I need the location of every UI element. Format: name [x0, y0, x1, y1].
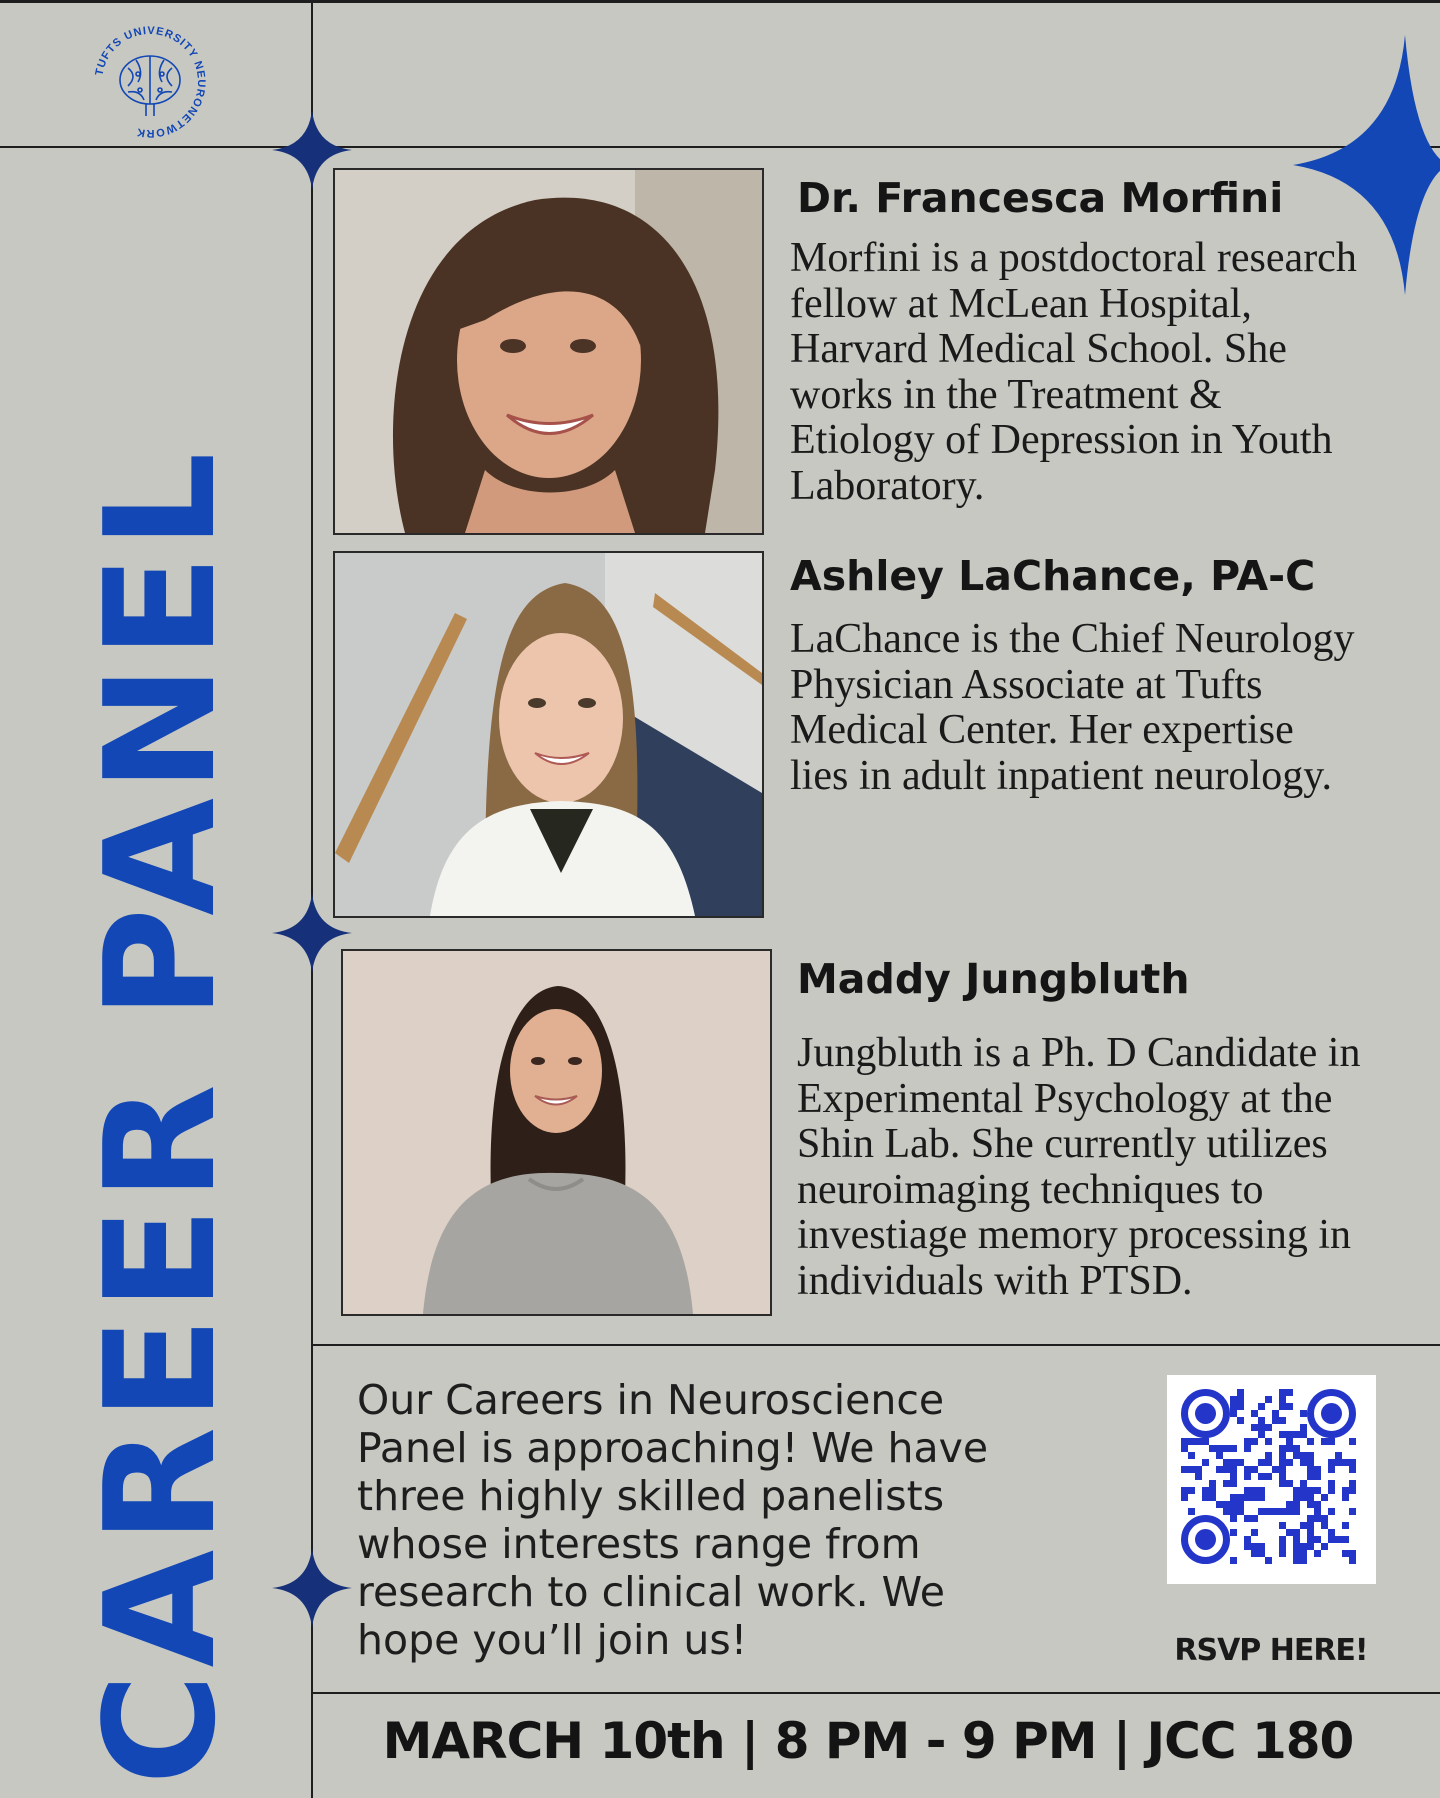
panelist-name: Maddy Jungbluth: [797, 955, 1190, 1003]
rsvp-label: RSVP HERE!: [1174, 1633, 1368, 1668]
career-panel-title: CAREER PANEL: [72, 446, 249, 1785]
event-description: Our Careers in Neuroscience Panel is approaching! We have three highly skilled panelists whose interests range from research to clinical work. We hope you’ll join us!: [357, 1376, 989, 1664]
frame-header-line: [0, 146, 1440, 148]
sparkle-star-icon: [272, 1548, 352, 1628]
frame-divider-line: [311, 1344, 1440, 1346]
frame-footer-line: [311, 1692, 1440, 1694]
panelist-bio: Jungbluth is a Ph. D Candidate in Experimental Psychology at the Shin Lab. She currently utilizes neuroimaging techniques to investiage memory processing in individuals with PTSD.: [797, 1030, 1361, 1304]
brain-icon: [120, 56, 180, 116]
panelist-bio: Morfini is a postdoctoral research fellow at McLean Hospital, Harvard Medical School. She works in the Treatment & Etiology of Depression in Youth Laboratory.: [790, 235, 1357, 509]
neuronetwork-logo: [88, 20, 212, 144]
panelist-photo-lachance: [333, 551, 764, 918]
panelist-bio: LaChance is the Chief Neurology Physician Associate at Tufts Medical Center. Her expertise lies in adult inpatient neurology.: [790, 616, 1355, 799]
frame-top-line: [0, 0, 1440, 3]
logo-text: TUFTS UNIVERSITY NEURONETWORK: [93, 24, 208, 140]
panelist-name: Ashley LaChance, PA-C: [790, 552, 1316, 600]
qr-code-icon: [1167, 1375, 1376, 1584]
panelist-photo-jungbluth: [341, 949, 772, 1316]
panelist-name: Dr. Francesca Morfini: [797, 174, 1284, 222]
panelist-photo-morfini: [333, 168, 764, 535]
event-details: MARCH 10th | 8 PM - 9 PM | JCC 180: [382, 1712, 1354, 1770]
rsvp-qr-code[interactable]: [1167, 1375, 1376, 1584]
